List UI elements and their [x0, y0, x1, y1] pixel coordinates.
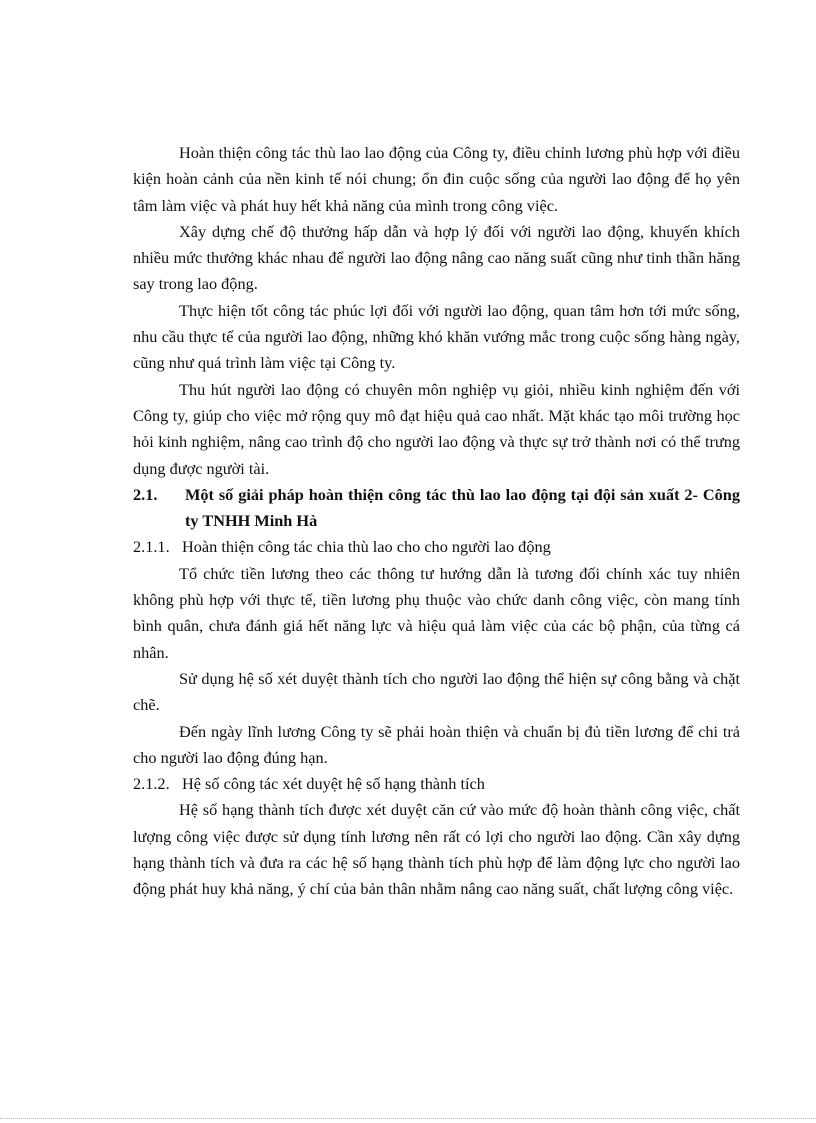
- section-title: Một số giải pháp hoàn thiện công tác thù lao lao động tại đội sản xuất 2- Công ty TNHH Minh Hà: [185, 484, 740, 531]
- subsection-number: 2.1.1.: [133, 537, 170, 557]
- paragraph: Hoàn thiện công tác thù lao lao động của Công ty, điều chỉnh lương phù hợp với điều kiện hoàn cảnh của nền kinh tế nói chung; ổn đin cuộc sống của người lao động để họ yên tâm làm việc và phát huy hết khả năng của mình trong công việc.: [133, 143, 740, 215]
- paragraph: Thu hút người lao động có chuyên môn nghiệp vụ giỏi, nhiều kinh nghiệm đến với Công ty, giúp cho việc mở rộng quy mô đạt hiệu quả cao nhất. Mặt khác tạo môi trường học hỏi kinh nghiệm, nâng cao trình độ cho người lao động và thực sự trở thành nơi có thể trưng dụng được người tài.: [133, 379, 740, 478]
- subsection-title: Hệ số công tác xét duyệt hệ số hạng thành tích: [182, 774, 485, 794]
- paragraph: Đến ngày lĩnh lương Công ty sẽ phải hoàn thiện và chuẩn bị đủ tiền lương để chi trả cho người lao động đúng hạn.: [133, 721, 740, 767]
- paragraph: Hệ số hạng thành tích được xét duyệt căn cứ vào mức độ hoàn thành công việc, chất lượng công việc được sử dụng tính lương nên rất có lợi cho người lao động. Cần xây dựng hạng thành tích và đưa ra các hệ số hạng thành tích phù hợp để làm động lực cho người lao động phát huy khả năng, ý chí của bản thân nhằm nâng cao năng suất, chất lượng công việc.: [133, 800, 740, 899]
- page-bottom-rule: [0, 1118, 816, 1119]
- paragraph: Xây dựng chế độ thưởng hấp dẫn và hợp lý đối với người lao động, khuyến khích nhiều mức thưởng khác nhau để người lao động nâng cao năng suất cũng như tinh thần hăng say trong lao động.: [133, 221, 740, 294]
- section-number: 2.1.: [133, 484, 158, 504]
- subsection-number: 2.1.2.: [133, 774, 170, 794]
- subsection-heading: [133, 771, 740, 797]
- paragraph: Sử dụng hệ số xét duyệt thành tích cho người lao động thể hiện sự công bằng và chặt chẽ.: [133, 668, 740, 715]
- paragraph: Tổ chức tiền lương theo các thông tư hướng dẫn là tương đối chính xác tuy nhiên không phù hợp với thực tế, tiền lương phụ thuộc vào chức danh công việc, còn mang tính bình quân, chưa đánh giá hết năng lực và hiệu quả làm việc của các bộ phận, của từng cá nhân.: [133, 563, 740, 662]
- subsection-title: Hoàn thiện công tác chia thù lao cho cho người lao động: [182, 537, 551, 557]
- subsection-heading: [133, 534, 740, 560]
- document-body: [133, 140, 740, 903]
- paragraph: Thực hiện tốt công tác phúc lợi đối với người lao động, quan tâm hơn tới mức sống, nhu cầu thực tế của người lao động, những khó khăn vướng mắc trong cuộc sống hàng ngày, cũng như quá trình làm việc tại Công ty.: [133, 300, 740, 373]
- section-heading: [133, 482, 740, 535]
